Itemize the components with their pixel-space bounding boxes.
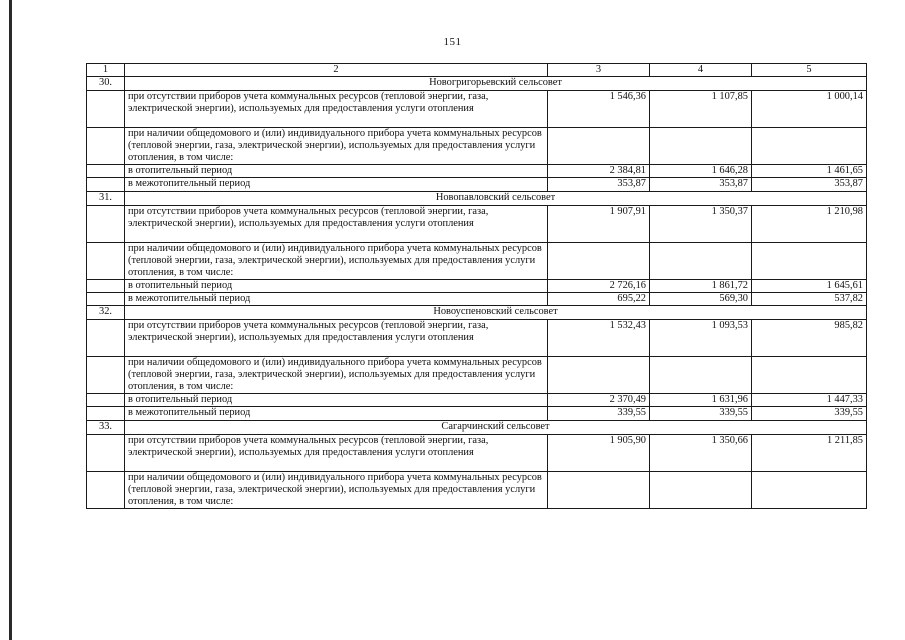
row-description: при наличии общедомового и (или) индивидуального прибора учета коммунальных ресурсов (тепловой энергии, газа, электрической энергии), используемых для предоставления услуги отопления, в том числе:	[125, 471, 548, 508]
value-cell-v4: 1 631,96	[650, 394, 752, 407]
value-cell-v5: 537,82	[752, 292, 867, 305]
value-cell-v3: 1 532,43	[548, 320, 650, 357]
table-row	[87, 91, 867, 128]
value-cell-v4: 1 646,28	[650, 165, 752, 178]
section-header-row	[87, 306, 867, 320]
value-cell-v4: 1 861,72	[650, 279, 752, 292]
value-cell-v4: 569,30	[650, 292, 752, 305]
tariff-table-body	[87, 64, 867, 509]
value-cell-v5: 985,82	[752, 320, 867, 357]
section-name: Новопавловский сельсовет	[125, 191, 867, 205]
value-cell-v5: 339,55	[752, 407, 867, 420]
value-cell-v3: 1 546,36	[548, 91, 650, 128]
table-row	[87, 434, 867, 471]
empty-index-cell	[87, 434, 125, 471]
section-number: 32.	[87, 306, 125, 320]
value-cell-v3	[548, 357, 650, 394]
row-description: в межотопительный период	[125, 178, 548, 191]
empty-index-cell	[87, 165, 125, 178]
value-cell-v3: 2 726,16	[548, 279, 650, 292]
section-name: Новогригорьевский сельсовет	[125, 77, 867, 91]
row-description: при отсутствии приборов учета коммунальных ресурсов (тепловой энергии, газа, электрической энергии), используемых для предоставления услуги отопления	[125, 205, 548, 242]
table-row	[87, 357, 867, 394]
table-row	[87, 205, 867, 242]
section-number: 30.	[87, 77, 125, 91]
column-number: 2	[125, 64, 548, 77]
section-header-row	[87, 77, 867, 91]
value-cell-v4	[650, 128, 752, 165]
table-row	[87, 471, 867, 508]
page-number: 151	[443, 36, 462, 48]
empty-index-cell	[87, 242, 125, 279]
table-row	[87, 178, 867, 191]
value-cell-v3: 2 370,49	[548, 394, 650, 407]
empty-index-cell	[87, 471, 125, 508]
value-cell-v4: 1 350,66	[650, 434, 752, 471]
row-description: при отсутствии приборов учета коммунальных ресурсов (тепловой энергии, газа, электрической энергии), используемых для предоставления услуги отопления	[125, 91, 548, 128]
value-cell-v3	[548, 128, 650, 165]
table-row	[87, 407, 867, 420]
value-cell-v3: 1 905,90	[548, 434, 650, 471]
column-number: 5	[752, 64, 867, 77]
value-cell-v3: 1 907,91	[548, 205, 650, 242]
empty-index-cell	[87, 407, 125, 420]
row-description: при наличии общедомового и (или) индивидуального прибора учета коммунальных ресурсов (тепловой энергии, газа, электрической энергии), используемых для предоставления услуги отопления, в том числе:	[125, 128, 548, 165]
row-description: в отопительный период	[125, 394, 548, 407]
value-cell-v5: 1 461,65	[752, 165, 867, 178]
row-description: в отопительный период	[125, 165, 548, 178]
table-row	[87, 279, 867, 292]
row-description: при отсутствии приборов учета коммунальных ресурсов (тепловой энергии, газа, электрической энергии), используемых для предоставления услуги отопления	[125, 320, 548, 357]
section-number: 31.	[87, 191, 125, 205]
value-cell-v3	[548, 242, 650, 279]
table-row	[87, 165, 867, 178]
value-cell-v4	[650, 357, 752, 394]
value-cell-v5	[752, 357, 867, 394]
table-row	[87, 320, 867, 357]
value-cell-v5: 1 447,33	[752, 394, 867, 407]
value-cell-v4: 339,55	[650, 407, 752, 420]
value-cell-v5	[752, 242, 867, 279]
empty-index-cell	[87, 128, 125, 165]
table-row	[87, 394, 867, 407]
table-row	[87, 128, 867, 165]
row-description: при отсутствии приборов учета коммунальных ресурсов (тепловой энергии, газа, электрической энергии), используемых для предоставления услуги отопления	[125, 434, 548, 471]
row-description: в отопительный период	[125, 279, 548, 292]
empty-index-cell	[87, 320, 125, 357]
empty-index-cell	[87, 91, 125, 128]
value-cell-v4	[650, 242, 752, 279]
column-number: 3	[548, 64, 650, 77]
empty-index-cell	[87, 357, 125, 394]
column-number: 4	[650, 64, 752, 77]
value-cell-v5: 1 211,85	[752, 434, 867, 471]
page-binding-edge	[9, 0, 12, 640]
value-cell-v5: 1 645,61	[752, 279, 867, 292]
value-cell-v5: 1 210,98	[752, 205, 867, 242]
value-cell-v5	[752, 128, 867, 165]
value-cell-v5: 353,87	[752, 178, 867, 191]
tariff-table	[86, 63, 867, 509]
value-cell-v3: 353,87	[548, 178, 650, 191]
section-number: 33.	[87, 420, 125, 434]
table-row	[87, 292, 867, 305]
column-number: 1	[87, 64, 125, 77]
value-cell-v3	[548, 471, 650, 508]
section-header-row	[87, 420, 867, 434]
value-cell-v4: 353,87	[650, 178, 752, 191]
value-cell-v4: 1 350,37	[650, 205, 752, 242]
value-cell-v3: 2 384,81	[548, 165, 650, 178]
section-name: Сагарчинский сельсовет	[125, 420, 867, 434]
empty-index-cell	[87, 292, 125, 305]
empty-index-cell	[87, 178, 125, 191]
row-description: в межотопительный период	[125, 292, 548, 305]
table-row	[87, 242, 867, 279]
value-cell-v4: 1 093,53	[650, 320, 752, 357]
section-header-row	[87, 191, 867, 205]
row-description: в межотопительный период	[125, 407, 548, 420]
row-description: при наличии общедомового и (или) индивидуального прибора учета коммунальных ресурсов (тепловой энергии, газа, электрической энергии), используемых для предоставления услуги отопления, в том числе:	[125, 357, 548, 394]
section-name: Новоуспеновский сельсовет	[125, 306, 867, 320]
value-cell-v3: 339,55	[548, 407, 650, 420]
row-description: при наличии общедомового и (или) индивидуального прибора учета коммунальных ресурсов (тепловой энергии, газа, электрической энергии), используемых для предоставления услуги отопления, в том числе:	[125, 242, 548, 279]
value-cell-v5	[752, 471, 867, 508]
value-cell-v4	[650, 471, 752, 508]
value-cell-v5: 1 000,14	[752, 91, 867, 128]
empty-index-cell	[87, 205, 125, 242]
empty-index-cell	[87, 279, 125, 292]
column-numbers-row	[87, 64, 867, 77]
value-cell-v4: 1 107,85	[650, 91, 752, 128]
value-cell-v3: 695,22	[548, 292, 650, 305]
empty-index-cell	[87, 394, 125, 407]
